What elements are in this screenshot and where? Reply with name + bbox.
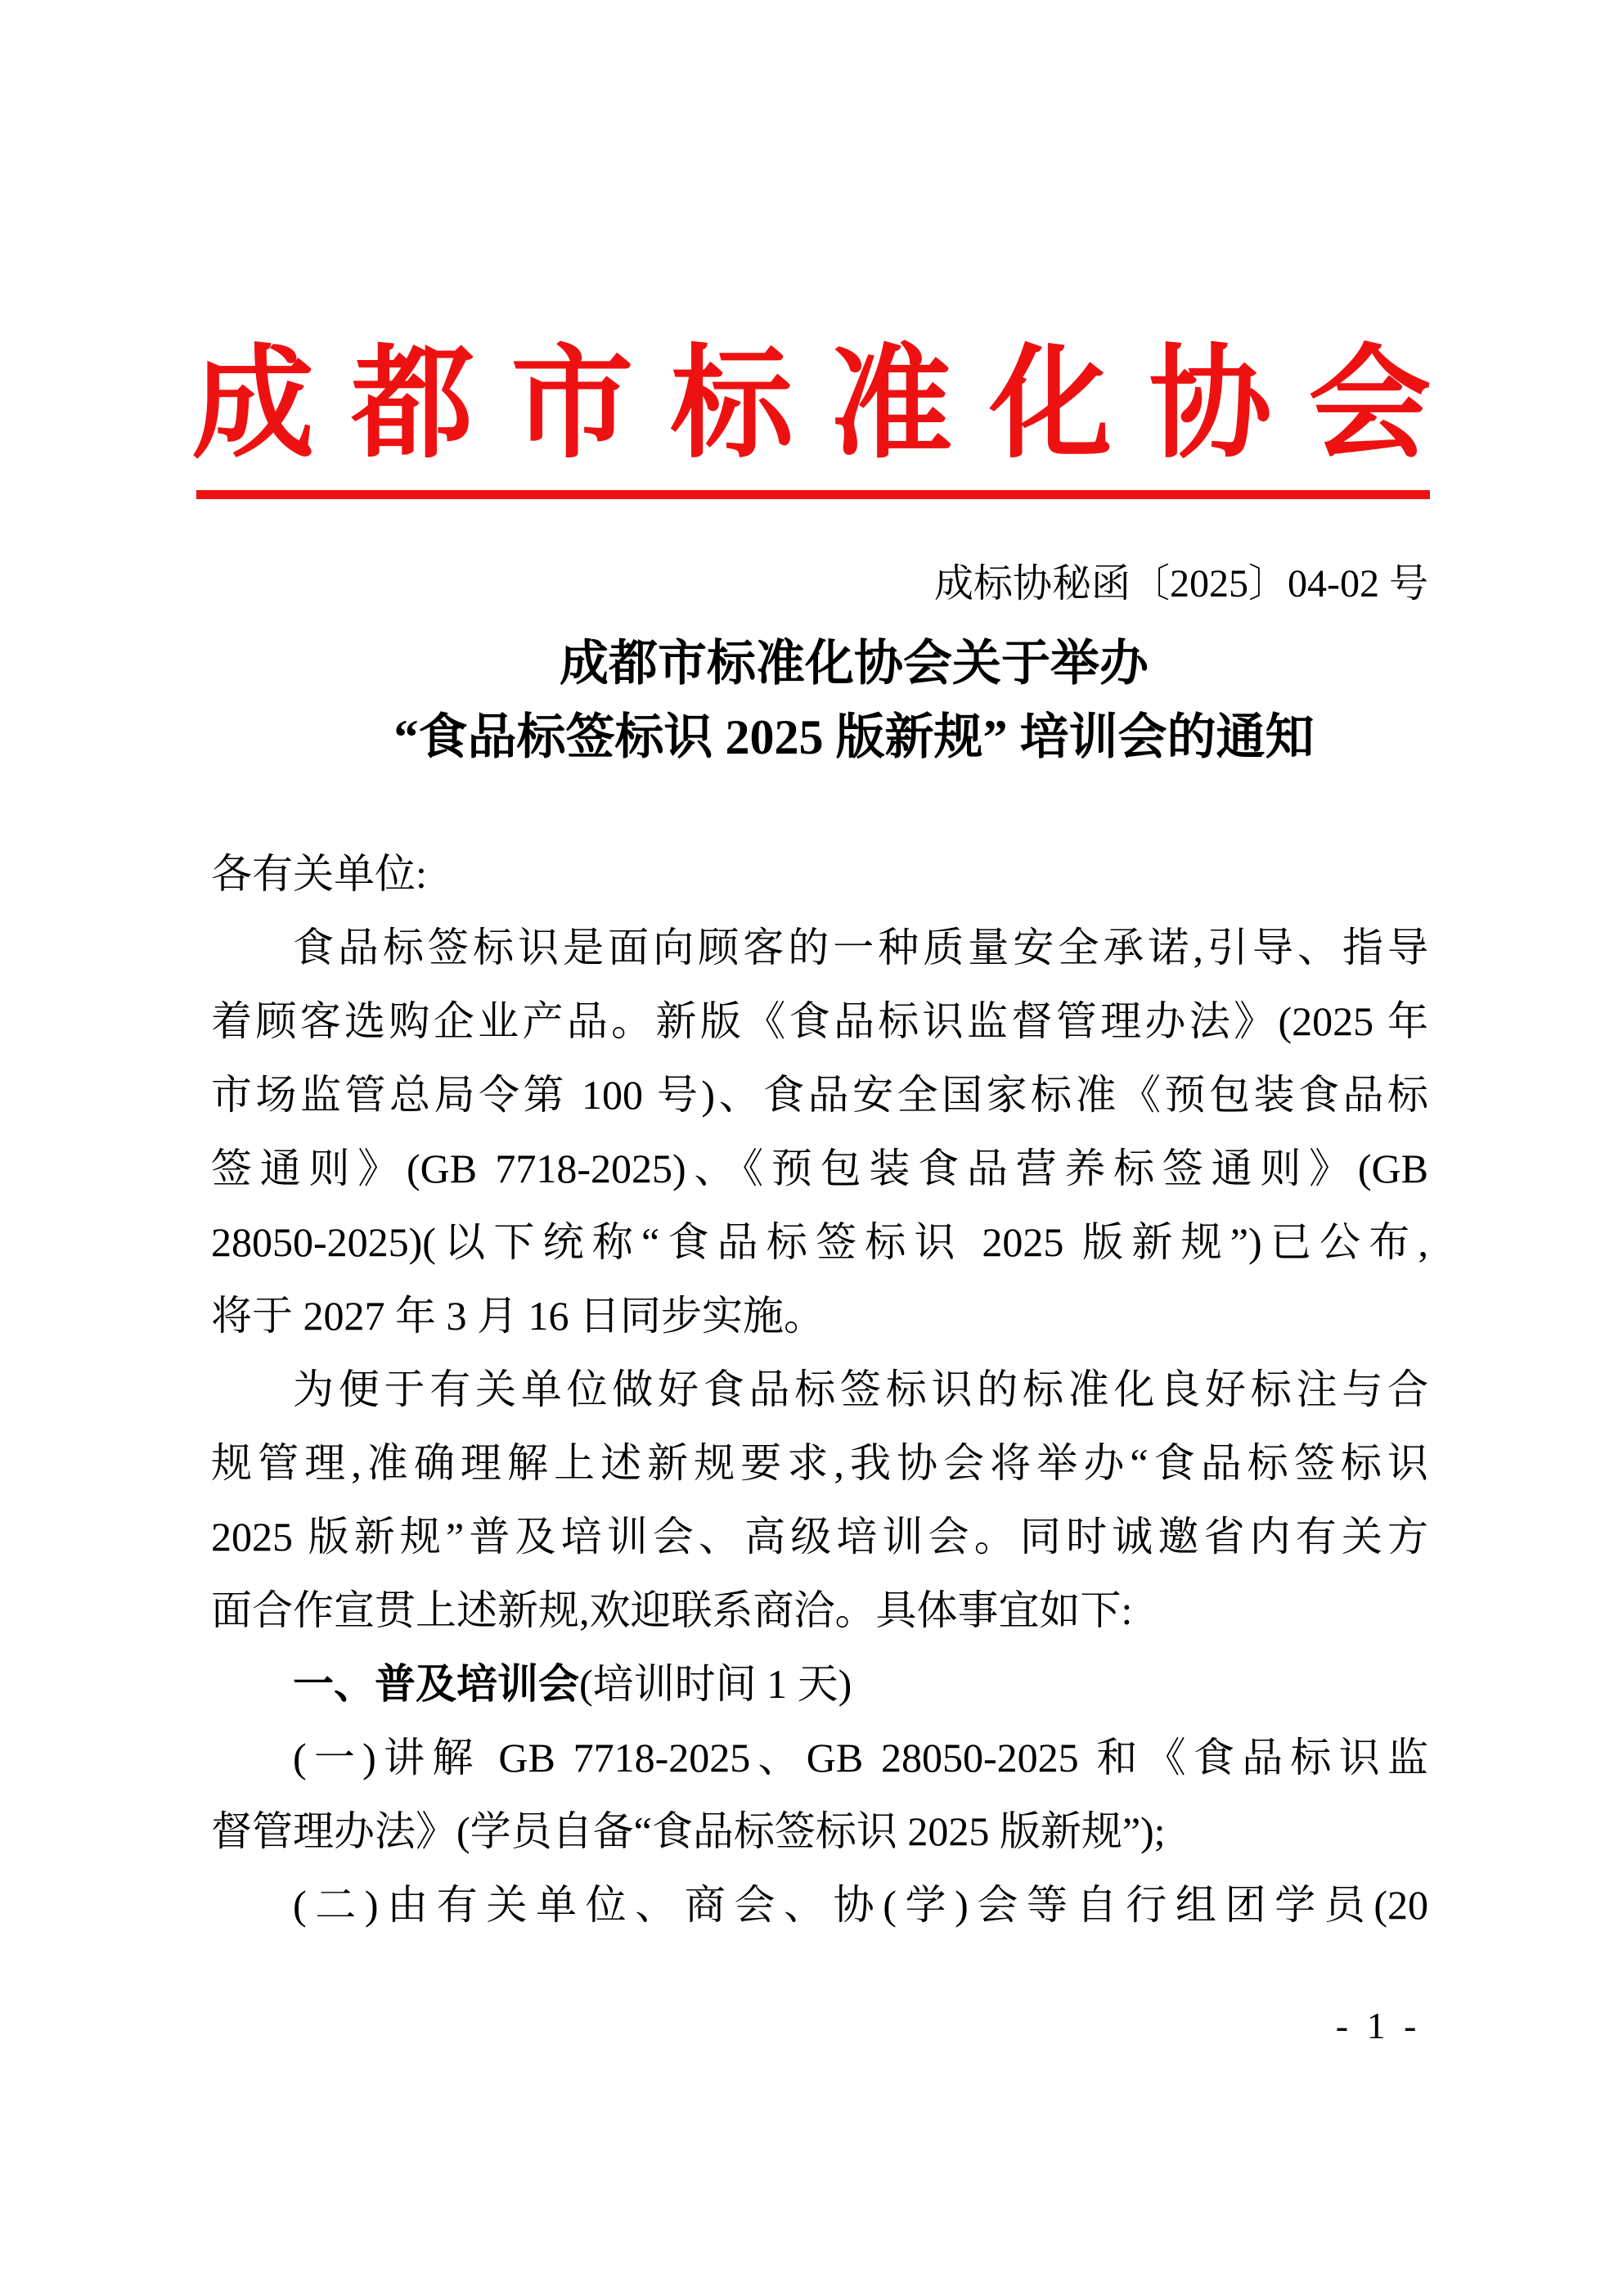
body-line <box>211 1205 1428 1279</box>
letterhead-divider <box>196 490 1430 499</box>
body-line-text: 一、普及培训会 <box>293 1661 579 1707</box>
body-line-text: 签通则》(GB 7718-2025)、《预包装食品营养标签通则》(GB <box>211 1146 1428 1191</box>
body-line <box>211 1500 1428 1573</box>
document-title-line2: “食品标签标识 2025 版新规” 培训会的通知 <box>393 710 1315 764</box>
body-line-text: 规管理,准确理解上述新规要求,我协会将举办“食品标签标识 <box>211 1440 1428 1486</box>
body-line-text: (培训时间 1 天) <box>579 1661 852 1707</box>
document-title-line1: 成都市标准化协会关于举办 <box>560 637 1149 691</box>
body-line <box>211 1573 1428 1647</box>
body-line <box>211 1647 1428 1721</box>
body-line-text: 为便于有关单位做好食品标签标识的标准化良好标注与合 <box>293 1366 1428 1412</box>
body-line-text: 2025 版新规”普及培训会、高级培训会。同时诚邀省内有关方 <box>211 1514 1428 1560</box>
body-line <box>211 1868 1428 1942</box>
body-line-text: 市场监管总局令第 100 号)、食品安全国家标准《预包装食品标 <box>211 1072 1428 1118</box>
body-line-text: 28050-2025)(以下统称“食品标签标识 2025 版新规”)已公布, <box>211 1219 1428 1265</box>
body-line <box>211 1279 1428 1353</box>
body-line <box>211 911 1428 984</box>
body-line-text: 面合作宣贯上述新规,欢迎联系商洽。具体事宜如下: <box>211 1587 1133 1633</box>
body-line-text: 各有关单位: <box>211 851 427 897</box>
document-reference-number: 成标协秘函〔2025〕04-02 号 <box>934 562 1428 606</box>
page-number: - 1 - <box>1335 2005 1421 2046</box>
body-line-text: 食品标签标识是面向顾客的一种质量安全承诺,引导、指导 <box>293 925 1428 970</box>
body-line <box>211 1132 1428 1205</box>
body-line <box>211 1721 1428 1794</box>
document-title <box>245 627 1463 774</box>
body-line-text: 着顾客选购企业产品。新版《食品标识监督管理办法》(2025 年 <box>211 998 1428 1044</box>
letterhead-org-name: 成都市标准化协会 <box>191 337 1468 473</box>
body-line <box>211 1353 1428 1426</box>
body-line-text: (二)由有关单位、商会、协(学)会等自行组团学员(20 <box>293 1882 1428 1928</box>
body-line <box>211 1794 1428 1868</box>
body-line-text: 将于 2027 年 3 月 16 日同步实施。 <box>211 1293 825 1339</box>
body-line-text: 督管理办法》(学员自备“食品标签标识 2025 版新规”); <box>211 1808 1166 1854</box>
document-body <box>211 837 1428 1942</box>
body-line-text: (一)讲解 GB 7718-2025、GB 28050-2025 和《食品标识监 <box>293 1735 1428 1781</box>
body-line <box>211 1058 1428 1132</box>
body-line <box>211 1426 1428 1500</box>
body-line <box>211 837 1428 911</box>
body-line <box>211 984 1428 1058</box>
